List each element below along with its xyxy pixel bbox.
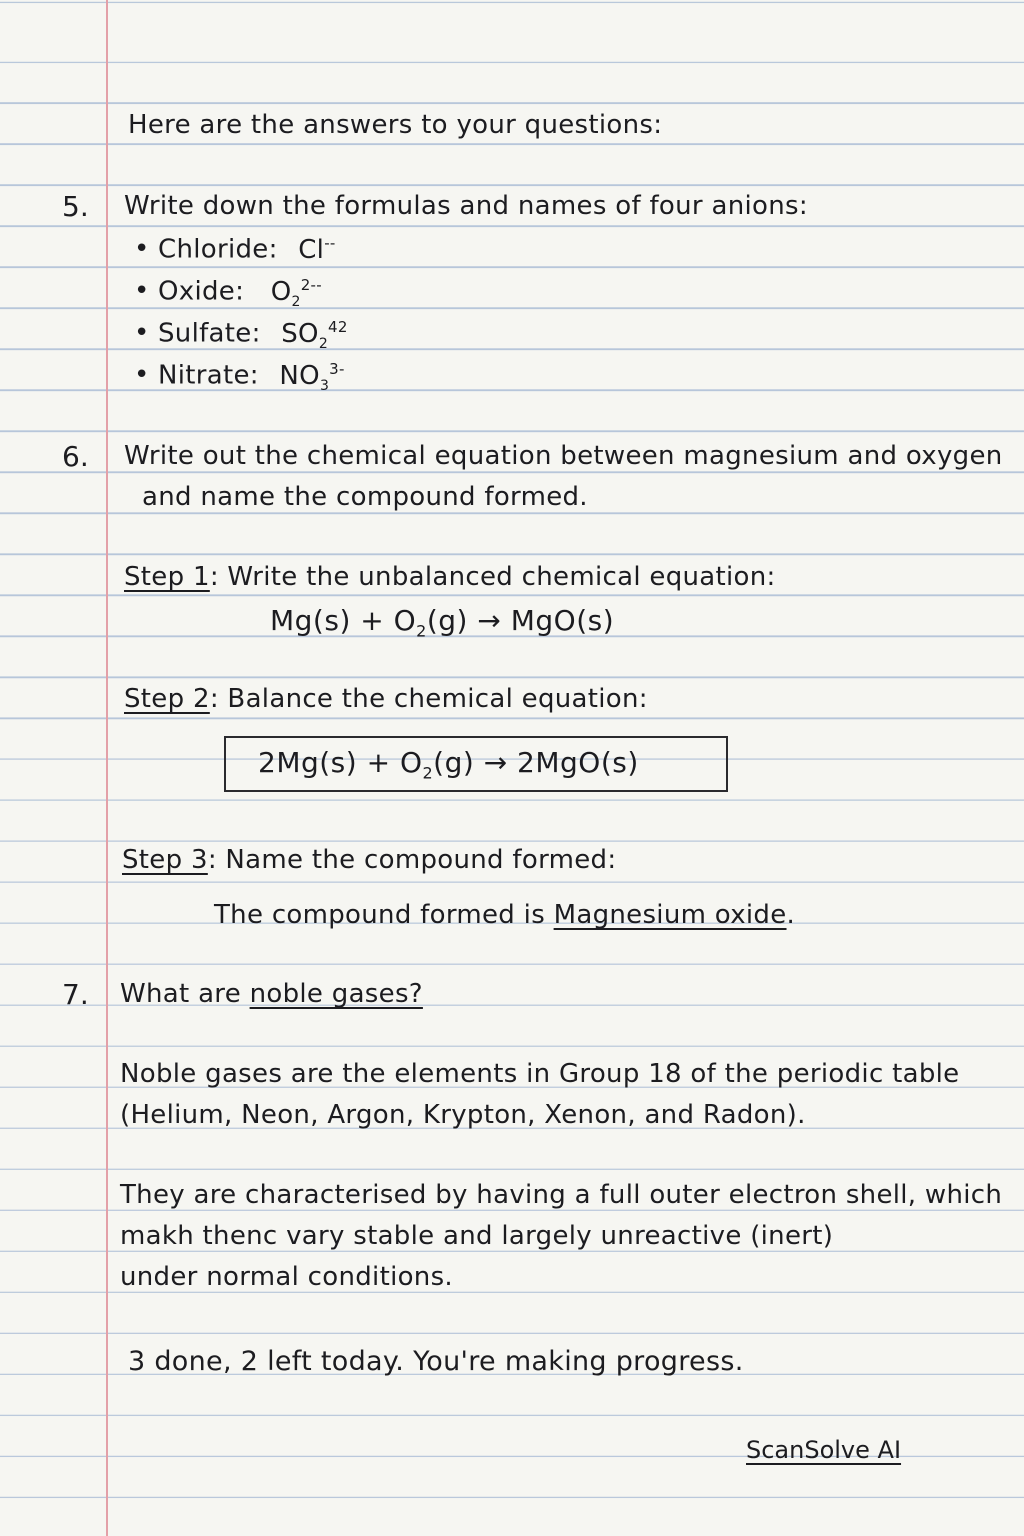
step-1-text: : Write the unbalanced chemical equation: xyxy=(209,562,776,592)
answer-7-p1-line-2: (Helium, Neon, Argon, Krypton, Xenon, and Radon). xyxy=(120,1100,806,1130)
question-5-text: Write down the formulas and names of four anions: xyxy=(124,191,808,221)
bullet-icon: • xyxy=(134,234,150,264)
equation-subscript: 2 xyxy=(416,621,427,641)
answer-7-p1-line-1: Noble gases are the elements in Group 18 of the periodic table xyxy=(120,1059,960,1089)
answer-7-p2-line-2: makh thenc vary stable and largely unreactive (inert) xyxy=(120,1221,834,1251)
equation-part: (g) → MgO(s) xyxy=(426,604,615,637)
anion-subscript: 2 xyxy=(318,335,329,352)
anion-subscript: 2 xyxy=(291,293,301,310)
anion-subscript: 3 xyxy=(319,377,330,394)
step-3-answer xyxy=(214,900,795,930)
anion-name: Chloride: xyxy=(158,234,278,265)
step-2-text: : Balance the chemical equation: xyxy=(209,684,648,714)
anion-name: Oxide: xyxy=(158,276,245,307)
step-3-text: : Name the compound formed: xyxy=(207,845,617,875)
equation-part: Mg(s) + O xyxy=(270,604,417,637)
question-7-topic: noble gases? xyxy=(249,979,423,1009)
anion-name: Nitrate: xyxy=(158,360,259,391)
step-3-label: Step 3 xyxy=(122,845,208,875)
margin-line xyxy=(106,0,108,1536)
compound-name: Magnesium oxide xyxy=(553,900,787,930)
answer-7-p2-line-3: under normal conditions. xyxy=(120,1262,453,1292)
equation-part: 2Mg(s) + O xyxy=(258,746,423,779)
question-5-number: 5. xyxy=(62,190,89,223)
anion-item xyxy=(158,234,336,265)
step-2-heading xyxy=(124,684,648,714)
answer-prefix: The compound formed is xyxy=(214,900,554,930)
anion-formula: NO xyxy=(279,360,320,391)
step-1-heading xyxy=(124,562,776,592)
step-1-label: Step 1 xyxy=(124,562,210,592)
equation-subscript: 2 xyxy=(422,763,434,783)
question-6-number: 6. xyxy=(62,440,89,473)
anion-formula: SO xyxy=(281,318,319,349)
bullet-icon: • xyxy=(134,318,150,348)
step-3-heading xyxy=(122,845,616,875)
anion-charge: 2-- xyxy=(300,276,322,294)
answer-suffix: . xyxy=(786,900,796,930)
anion-formula: Cl xyxy=(298,234,325,265)
anion-charge: 42 xyxy=(328,318,348,336)
anion-item xyxy=(158,360,345,394)
unbalanced-equation xyxy=(270,604,614,641)
anion-item xyxy=(158,276,322,310)
question-6-line-2: and name the compound formed. xyxy=(142,482,588,512)
bullet-icon: • xyxy=(134,276,150,306)
progress-message: 3 done, 2 left today. You're making progress. xyxy=(128,1346,744,1377)
balanced-equation xyxy=(258,746,639,783)
anion-formula: O xyxy=(270,276,292,307)
question-7-number: 7. xyxy=(62,978,89,1011)
bullet-icon: • xyxy=(134,360,150,390)
intro-text: Here are the answers to your questions: xyxy=(128,110,663,140)
answer-7-p2-line-1: They are characterised by having a full outer electron shell, which xyxy=(120,1180,1003,1210)
question-7-text xyxy=(120,979,423,1009)
question-7-prefix: What are xyxy=(120,979,250,1009)
signature: ScanSolve AI xyxy=(746,1436,902,1464)
equation-part: (g) → 2MgO(s) xyxy=(433,746,639,779)
anion-charge: 3- xyxy=(329,360,345,378)
question-6-line-1: Write out the chemical equation between magnesium and oxygen xyxy=(124,441,1003,471)
anion-item xyxy=(158,318,348,352)
anion-name: Sulfate: xyxy=(158,318,261,349)
step-2-label: Step 2 xyxy=(124,684,210,714)
anion-charge: -- xyxy=(324,234,336,252)
